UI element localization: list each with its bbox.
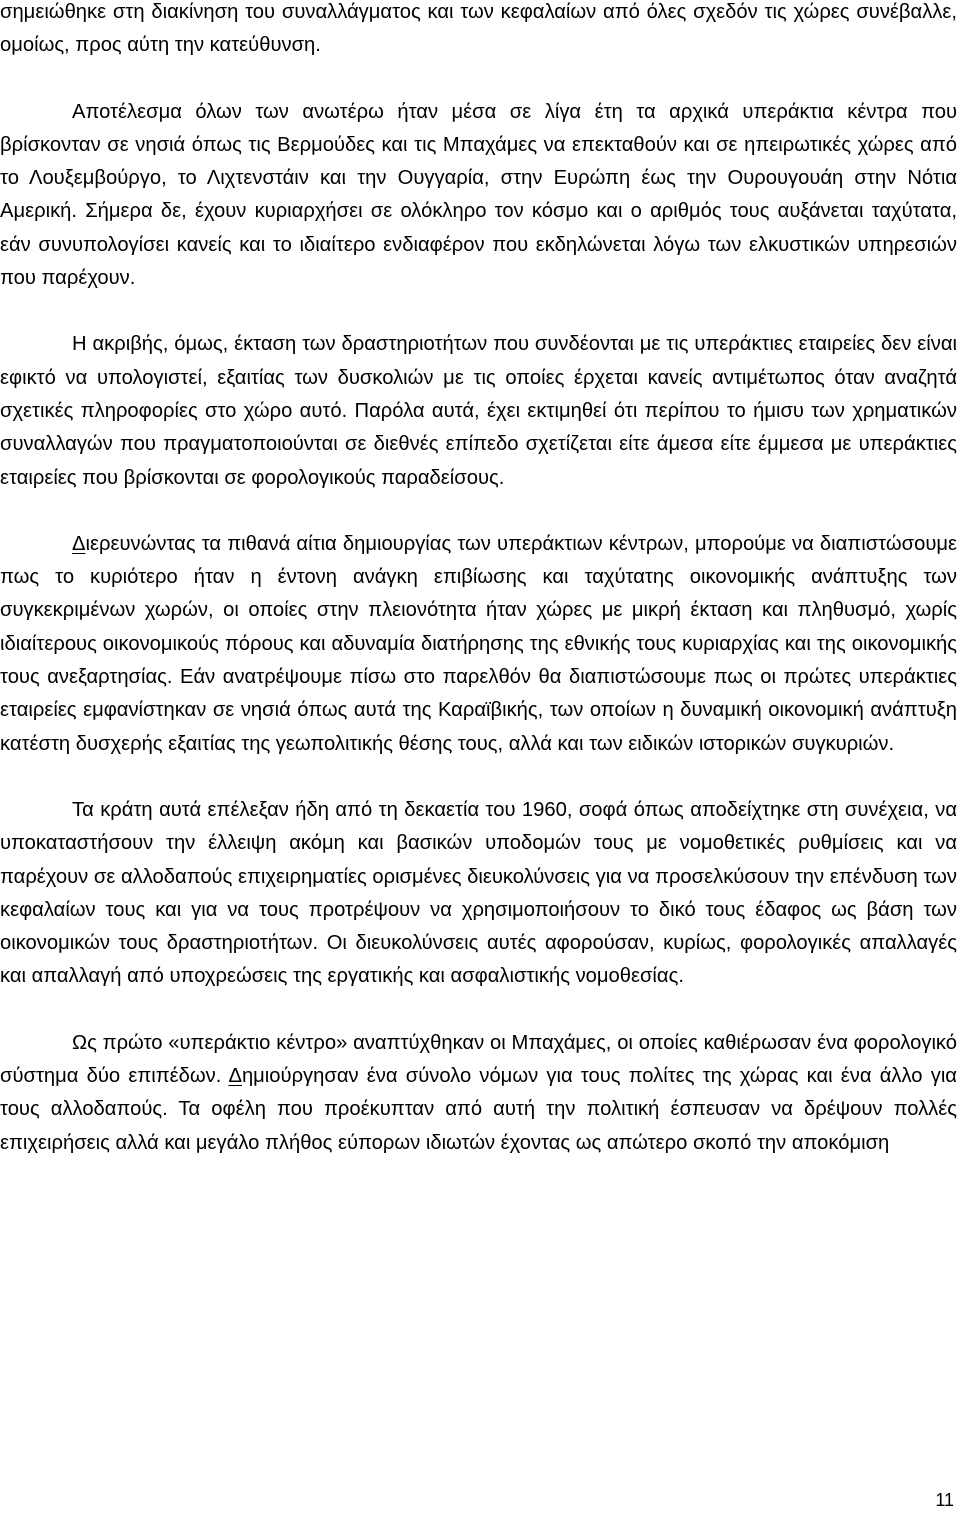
paragraph xyxy=(0,794,957,994)
paragraph xyxy=(0,528,957,761)
underlined-initial: Δ xyxy=(72,532,86,555)
paragraph-text: Ως πρώτο «υπεράκτιο κέντρο» αναπτύχθηκαν οι Μπαχάμες, οι οποίες καθιέρωσαν ένα φορολογικό σύστημα δύο επιπέδων. xyxy=(0,1031,957,1088)
paragraph-text: σημειώθηκε στη διακίνηση του συναλλάγματος και των κεφαλαίων από όλες σχεδόν τις χώρες συνέβαλλε, ομοίως, προς αύτη την κατεύθυνση. xyxy=(0,1,957,57)
underlined-initial: Δ xyxy=(228,1065,242,1088)
paragraph-text: Αποτέλεσμα όλων των ανωτέρω ήταν μέσα σε λίγα έτη τα αρχικά υπεράκτια κέντρα που βρίσκονταν σε νησιά όπως τις Βερμούδες και τις Μπαχάμες να επεκταθούν και σε ηπειρωτικές χώρες από το Λουξεμβούργο, το Λιχτενστάιν και την Ουγγαρία, στην Ευρώπη έως την Ουρουγουάη στην Νότια Αμερική. Σήμερα δε, έχουν κυριαρχήσει σε ολόκληρο τον κόσμο και ο αριθμός τους αυξάνεται ταχύτατα, εάν συνυπολογίσει κανείς και το ιδιαίτερο ενδιαφέρον που εκδηλώνεται λόγω των ελκυστικών υπηρεσιών που παρέχουν. xyxy=(0,100,957,290)
paragraph-text: ιερευνώντας τα πιθανά αίτια δημιουργίας των υπεράκτιων κέντρων, μπορούμε να διαπιστώσουμε πως το κυριότερο ήταν η έντονη ανάγκη επιβίωσης και ταχύτατης οικονομικής ανάπτυξης των συγκεκριμένων χωρών, οι οποίες στην πλειονότητα ήταν χώρες με μικρή έκταση και πληθυσμό, χωρίς ιδιαίτερους οικονομικούς πόρους και αδυναμία διατήρησης της εθνικής τους κυριαρχίας και της οικονομικής τους ανεξαρτησίας. Εάν ανατρέψουμε πίσω στο παρελθόν θα διαπιστώσουμε πως οι πρώτες υπεράκτιες εταιρείες εμφανίστηκαν σε νησιά όπως αυτά της Καραϊβικής, των οποίων η δυναμική οικονομική ανάπτυξη κατέστη δυσχερής εξαιτίας της γεωπολιτικής θέσης τους, αλλά και των ειδικών ιστορικών συγκυριών. xyxy=(0,532,957,755)
paragraph-text: Η ακριβής, όμως, έκταση των δραστηριοτήτων που συνδέονται με τις υπεράκτιες εταιρείες δεν είναι εφικτό να υπολογιστεί, εξαιτίας των δυσκολιών με τις οποίες έρχεται κανείς αντιμέτωπος όταν αναζητά σχετικές πληροφορίες στο χώρο αυτό. Παρόλα αυτά, έχει εκτιμηθεί ότι περίπου το ήμισυ των χρηματικών συναλλαγών που πραγματοποιούνται σε διεθνές επίπεδο σχετίζεται είτε άμεσα είτε έμμεσα με υπεράκτιες εταιρείες που βρίσκονται σε φορολογικούς παραδείσους. xyxy=(0,333,957,489)
paragraph-text: ημιούργησαν ένα σύνολο νόμων για τους πολίτες της χώρας και ένα άλλο για τους αλλοδαπούς. Τα οφέλη που προέκυπταν από αυτή την πολιτική έσπευσαν να δρέψουν πολλές επιχειρήσεις αλλά και μεγάλο πλήθος εύπορων ιδιωτών έχοντας ως απώτερο σκοπό την αποκόμιση xyxy=(0,1065,957,1154)
page-number: 11 xyxy=(935,1490,954,1510)
paragraph-text: Τα κράτη αυτά επέλεξαν ήδη από τη δεκαετία του 1960, σοφά όπως αποδείχτηκε στη συνέχεια, να υποκαταστήσουν την έλλειψη ακόμη και βασικών υποδομών τους με νομοθετικές ρυθμίσεις και να παρέχουν σε αλλοδαπούς επιχειρηματίες ορισμένες διευκολύνσεις για να προσελκύσουν την επένδυση των κεφαλαίων τους και για να τους προτρέψουν να χρησιμοποιήσουν το δικό τους έδαφος ως βάση των οικονομικών τους δραστηριοτήτων. Οι διευκολύνσεις αυτές αφορούσαν, κυρίως, φορολογικές απαλλαγές και απαλλαγή από υποχρεώσεις της εργατικής και ασφαλιστικής νομοθεσίας. xyxy=(0,798,957,988)
paragraph xyxy=(0,328,957,494)
paragraph xyxy=(0,96,957,296)
paragraph xyxy=(0,1027,957,1160)
paragraph xyxy=(0,0,957,63)
